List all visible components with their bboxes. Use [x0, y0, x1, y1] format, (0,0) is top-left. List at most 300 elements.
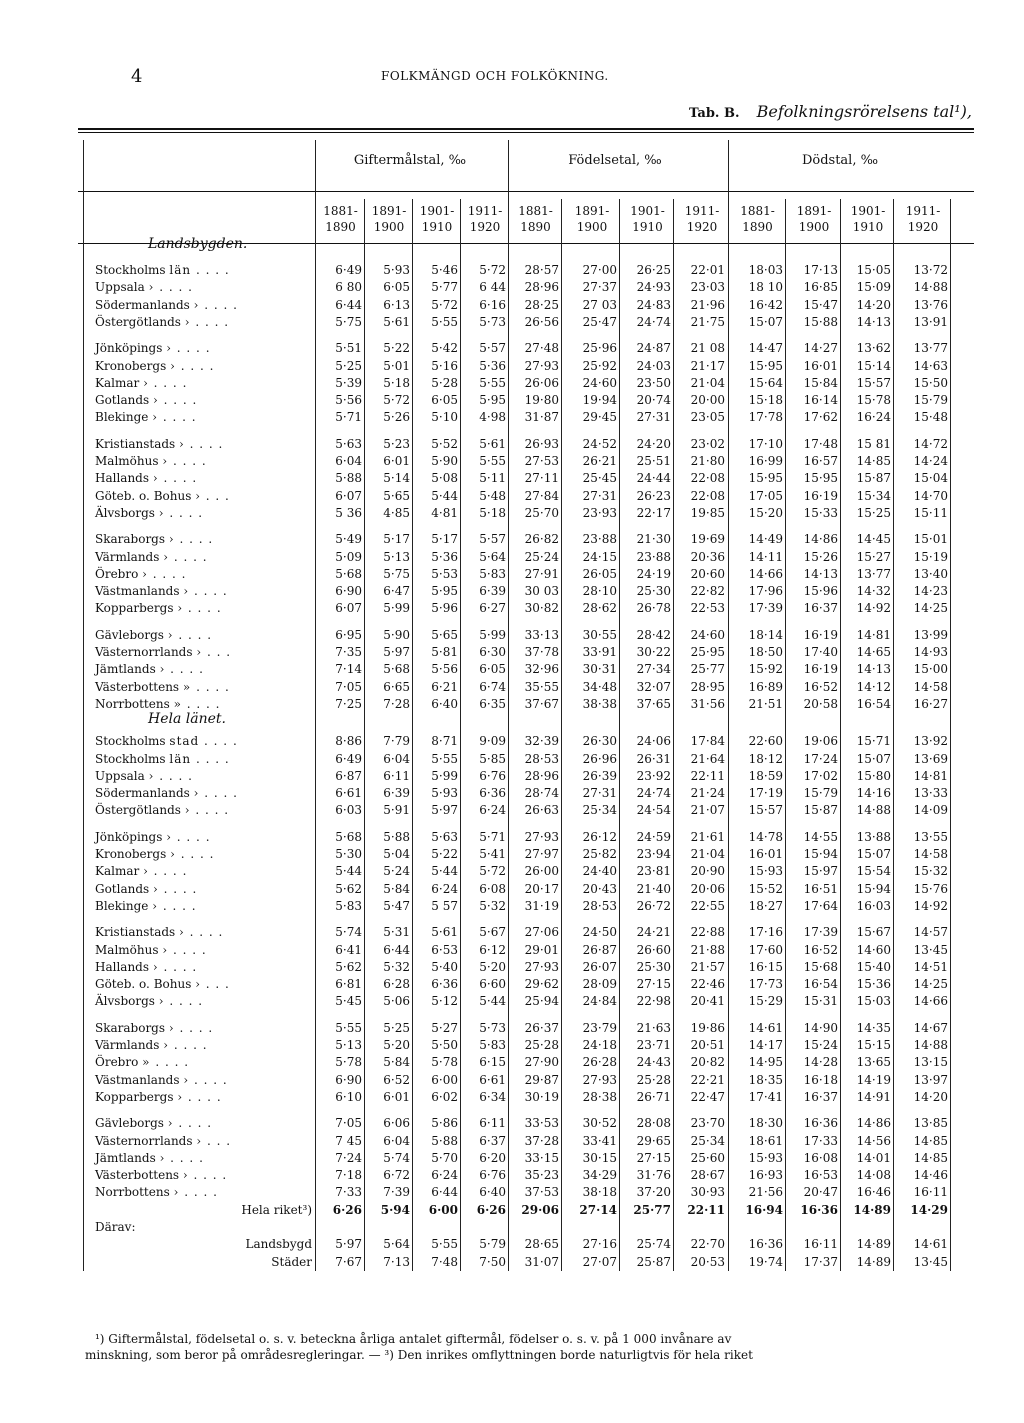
table-cell: 28·38 — [582, 1089, 617, 1104]
table-cell: 22·08 — [690, 488, 725, 503]
table-cell: 5·84 — [383, 881, 410, 896]
table-cell: 24·21 — [636, 925, 671, 940]
row-label-text: Jönköpings — [95, 829, 163, 844]
table-cell: 14·12 — [856, 679, 891, 694]
table-cell: 6·06 — [383, 1116, 410, 1131]
table-cell: 5·17 — [431, 532, 458, 547]
row-label-text: Älvsborgs — [95, 994, 155, 1009]
row-label-ditto: › . . . . — [158, 994, 204, 1009]
table-cell: 23·03 — [690, 280, 725, 295]
row-label — [95, 549, 208, 566]
row-label-ditto: › . . . . — [168, 532, 214, 547]
row-label-ditto: › . . . . — [152, 471, 198, 486]
column-divider — [561, 199, 562, 1271]
table-cell: 14·25 — [913, 601, 948, 616]
table-cell: 28·57 — [524, 263, 559, 277]
table-cell: 5·16 — [431, 358, 458, 373]
row-label — [95, 583, 228, 600]
table-cell: 6·28 — [383, 977, 410, 992]
period-end: 1890 — [520, 220, 551, 234]
table-cell: 5·25 — [335, 358, 362, 373]
table-cell: 15·07 — [856, 751, 891, 766]
table-cell: 27·97 — [524, 847, 559, 861]
row-label — [95, 375, 187, 392]
table-cell: 17·48 — [803, 436, 838, 451]
row-label — [95, 1020, 213, 1037]
table-cell: 15·78 — [856, 393, 891, 408]
table-cell: 5·83 — [479, 566, 506, 581]
table-cell: 15·67 — [856, 925, 891, 940]
row-label — [95, 829, 211, 846]
row-label — [95, 898, 197, 915]
table-cell: 5·79 — [479, 1237, 506, 1252]
period-end: 1900 — [576, 220, 608, 234]
table-cell: 5·42 — [431, 341, 458, 356]
table-cell: 14·60 — [856, 942, 891, 957]
table-cell: 14·61 — [913, 1237, 948, 1252]
table-cell: 14·20 — [856, 297, 891, 312]
table-cell: 15·93 — [748, 1150, 783, 1165]
table-cell: 33·91 — [582, 645, 617, 659]
row-label-ditto: › . . . . — [170, 847, 215, 861]
row-label — [95, 644, 231, 661]
table-cell: 14·72 — [913, 436, 948, 451]
table-cell: 21·07 — [690, 803, 725, 818]
row-label — [95, 863, 187, 880]
table-cell: 20·51 — [690, 1038, 725, 1052]
row-label-ditto: › . . . . — [159, 1150, 204, 1165]
row-label-text: Stockholms — [95, 751, 166, 766]
row-label-ditto: › . . . . — [152, 410, 197, 425]
table-cell: 25·87 — [636, 1254, 671, 1269]
table-cell: 25·95 — [690, 645, 725, 659]
table-cell: 22·21 — [690, 1072, 725, 1087]
row-label-text: Jämtlands — [95, 1150, 156, 1165]
table-row — [0, 600, 1024, 617]
table-cell: 16·19 — [803, 488, 838, 503]
table-cell: 17·16 — [748, 925, 783, 940]
table-cell: 27·91 — [524, 566, 559, 581]
table-cell: 5·27 — [431, 1020, 458, 1035]
row-label — [95, 976, 230, 993]
table-cell: 25·34 — [690, 1133, 725, 1148]
table-cell: 6·39 — [479, 584, 506, 599]
table-cell: 5·56 — [431, 662, 458, 677]
table-cell: 6·90 — [335, 1072, 362, 1087]
table-cell: 13·40 — [913, 566, 948, 581]
row-label — [95, 600, 222, 617]
table-cell: 5·49 — [335, 532, 362, 547]
table-cell: 20·00 — [690, 393, 725, 408]
table-cell: 14·23 — [913, 584, 948, 599]
table-cell: 5·46 — [431, 263, 458, 277]
stub-left-edge — [83, 140, 84, 1271]
table-cell: 5·22 — [383, 341, 410, 356]
table-cell: 14·45 — [856, 532, 891, 547]
table-cell: 5·97 — [335, 1237, 362, 1252]
row-label — [95, 409, 197, 426]
table-cell: 24·50 — [582, 925, 617, 940]
table-cell: 15·88 — [803, 314, 838, 329]
table-cell: 26·82 — [524, 532, 559, 547]
table-cell: 5·44 — [431, 864, 458, 879]
table-cell: 20·17 — [524, 881, 559, 896]
table-cell: 5·95 — [431, 584, 458, 599]
table-cell: 18·12 — [748, 751, 783, 766]
table-cell: 7·33 — [335, 1185, 362, 1200]
row-label-ditto: » . . . . — [142, 1055, 190, 1070]
row-label-text: Hallands — [95, 471, 150, 486]
table-cell: 24·15 — [582, 549, 617, 564]
table-cell: 21·56 — [748, 1185, 783, 1200]
table-row — [0, 1133, 1024, 1150]
table-cell: 25·34 — [582, 803, 617, 818]
table-cell: 26·23 — [636, 488, 671, 503]
table-cell: 16·89 — [748, 679, 783, 694]
table-cell: 5·64 — [383, 1237, 410, 1252]
table-cell: 5·12 — [431, 994, 458, 1009]
row-label-text: Stockholms — [95, 263, 166, 277]
table-cell: 13·45 — [913, 942, 948, 957]
table-cell: 37·53 — [524, 1185, 559, 1200]
table-cell: 26·30 — [582, 734, 617, 749]
table-cell: 15·57 — [856, 375, 891, 390]
table-cell: 7·28 — [383, 696, 410, 711]
table-row — [0, 392, 1024, 409]
table-cell: 30·93 — [690, 1185, 725, 1200]
table-right-edge — [950, 199, 951, 1271]
row-label — [95, 1037, 208, 1054]
section-heading: Landsbygden. — [148, 236, 248, 252]
table-cell: 24·60 — [582, 375, 617, 390]
table-cell: 26·31 — [636, 751, 671, 766]
table-cell: 5·13 — [335, 1038, 362, 1052]
table-cell: 15·95 — [803, 471, 838, 486]
table-cell: 14·88 — [913, 1038, 948, 1052]
table-cell: 20·90 — [690, 864, 725, 879]
table-cell: 14·51 — [913, 959, 948, 974]
row-label-ditto: › . . . . — [184, 314, 230, 329]
period-header — [620, 203, 675, 235]
table-cell: 17·40 — [803, 645, 838, 659]
table-cell: 17·05 — [748, 488, 783, 503]
table-cell: 26·07 — [582, 959, 617, 974]
table-cell: 21·51 — [748, 696, 783, 711]
row-label-ditto: › . . . . — [163, 1038, 208, 1052]
table-cell: 6·53 — [431, 942, 458, 957]
table-cell: 14·55 — [803, 829, 838, 844]
table-cell: 28·74 — [524, 786, 559, 801]
table-cell: 5·44 — [431, 488, 458, 503]
table-cell: 23·02 — [690, 436, 725, 451]
table-row — [0, 1167, 1024, 1184]
table-cell: 26·39 — [582, 768, 617, 783]
table-cell: 6·02 — [431, 1089, 458, 1104]
table-cell: 6·36 — [479, 786, 506, 801]
row-label-ditto: › . . . . — [166, 341, 211, 356]
table-cell: 20·82 — [690, 1055, 725, 1070]
table-cell: 15·84 — [803, 375, 838, 390]
table-cell: 5·55 — [431, 751, 458, 766]
table-cell: 6·04 — [383, 751, 410, 766]
table-cell: 17·10 — [748, 436, 783, 451]
table-cell: 6·04 — [383, 1133, 410, 1148]
table-cell: 7·35 — [335, 645, 362, 659]
table-cell: 14·91 — [856, 1089, 891, 1104]
table-cell: 15·94 — [803, 847, 838, 861]
table-cell: 16·52 — [803, 679, 838, 694]
table-cell: 15·79 — [913, 393, 948, 408]
table-cell: 14·08 — [856, 1168, 891, 1183]
table-cell: 14·20 — [913, 1089, 948, 1104]
table-cell: 15·68 — [803, 959, 838, 974]
table-cell: 27·93 — [524, 959, 559, 974]
table-cell: 5·28 — [431, 375, 458, 390]
table-cell: 5·99 — [431, 768, 458, 783]
table-cell: 24·40 — [582, 864, 617, 879]
table-cell: 26·71 — [636, 1089, 671, 1104]
table-cell: 15·40 — [856, 959, 891, 974]
table-cell: 29·62 — [524, 977, 559, 992]
table-cell: 6·00 — [431, 1072, 458, 1087]
row-label-text: Kronobergs — [95, 847, 167, 861]
table-cell: 17·02 — [803, 768, 838, 783]
row-label-ditto: › . . . . — [148, 280, 193, 295]
table-cell: 23·92 — [636, 768, 671, 783]
table-cell: 25·28 — [636, 1072, 671, 1087]
table-cell: 16·52 — [803, 942, 838, 957]
table-cell: 14·66 — [913, 994, 948, 1009]
table-cell: 7·05 — [335, 1116, 362, 1131]
table-cell: 17·24 — [803, 751, 838, 766]
table-cell: 5·31 — [383, 925, 410, 940]
table-cell: 25·70 — [524, 505, 559, 520]
row-label — [95, 942, 207, 959]
row-label — [95, 661, 204, 678]
table-row — [0, 262, 1024, 279]
table-cell: 33·41 — [582, 1133, 617, 1148]
table-cell: 19·86 — [690, 1020, 725, 1035]
row-label-ditto: » . . . . — [182, 679, 230, 694]
row-label — [95, 802, 229, 819]
table-cell: 5·71 — [479, 829, 506, 844]
table-cell: 6·00 — [428, 1202, 458, 1217]
table-cell: 6·24 — [431, 881, 458, 896]
row-label-ditto: › . . . — [195, 488, 230, 503]
table-cell: 7·25 — [335, 696, 362, 711]
table-row — [0, 644, 1024, 661]
table-row — [0, 358, 1024, 375]
table-cell: 15·25 — [856, 505, 891, 520]
row-label-text: Stockholms — [95, 734, 166, 749]
table-cell: 5·72 — [479, 263, 506, 277]
row-label — [95, 1133, 231, 1150]
table-cell: 6·47 — [383, 584, 410, 599]
period-header — [675, 203, 729, 235]
table-label: Tab. B. — [688, 106, 740, 121]
table-cell: 19·69 — [690, 532, 725, 547]
table-cell: 5·30 — [335, 847, 362, 861]
table-cell: 24·44 — [636, 471, 671, 486]
table-cell: 15·19 — [913, 549, 948, 564]
table-title — [689, 102, 972, 121]
table-cell: 13·33 — [913, 786, 948, 801]
table-cell: 18·50 — [748, 645, 783, 659]
row-label — [95, 1184, 218, 1201]
table-row — [0, 768, 1024, 785]
table-cell: 13·62 — [856, 341, 891, 356]
table-cell: 22·55 — [690, 898, 725, 913]
table-cell: 15·24 — [803, 1038, 838, 1052]
row-label-ditto: › . . . . — [177, 601, 222, 616]
table-cell: 5·44 — [335, 864, 362, 879]
table-cell: 6·26 — [476, 1202, 506, 1217]
row-label-text: Västmanlands — [95, 1072, 180, 1087]
table-cell: 17·41 — [748, 1089, 783, 1104]
table-cell: 5·61 — [479, 436, 506, 451]
table-cell: 21·24 — [690, 786, 725, 801]
table-cell: 14·89 — [856, 1254, 891, 1269]
table-cell: 26·93 — [524, 436, 559, 451]
table-cell: 23·79 — [582, 1020, 617, 1035]
row-label — [95, 881, 197, 898]
row-label — [95, 924, 223, 941]
table-cell: 5·61 — [383, 314, 410, 329]
row-label-text: Älvsborgs — [95, 505, 155, 520]
table-cell: 5·73 — [479, 1020, 506, 1035]
table-cell: 5·84 — [383, 1055, 410, 1070]
table-cell: 13·77 — [913, 341, 948, 356]
table-cell: 21·88 — [690, 942, 725, 957]
row-label-text: Landsbygd — [245, 1237, 312, 1252]
table-cell: 26·78 — [636, 601, 671, 616]
table-cell: 14·58 — [913, 847, 948, 861]
table-cell: 5·18 — [383, 375, 410, 390]
table-cell: 6·05 — [479, 662, 506, 677]
table-cell: 31·07 — [524, 1254, 559, 1269]
table-cell: 16·11 — [803, 1237, 838, 1252]
table-cell: 23·88 — [582, 532, 617, 547]
table-cell: 13·65 — [856, 1055, 891, 1070]
table-row — [0, 1150, 1024, 1167]
table-cell: 19·85 — [690, 505, 725, 520]
table-cell: 23·81 — [636, 864, 671, 879]
table-cell: 27·00 — [582, 263, 617, 277]
table-cell: 27·93 — [524, 358, 559, 373]
row-label-text: Jönköpings — [95, 341, 163, 356]
table-cell: 24·74 — [636, 314, 671, 329]
table-cell: 24·87 — [636, 341, 671, 356]
table-cell: 5·72 — [431, 297, 458, 312]
table-cell: 25·28 — [524, 1038, 559, 1052]
row-label-text: Skaraborgs — [95, 532, 166, 547]
table-cell: 5 57 — [431, 898, 458, 913]
table-cell: 7·05 — [335, 679, 362, 694]
table-cell: 32·96 — [524, 662, 559, 677]
row-label — [95, 392, 197, 409]
row-label-ditto: › . . . . — [153, 393, 198, 408]
table-cell: 28·65 — [524, 1237, 559, 1252]
footnote-1: ¹) Giftermålstal, födelsetal o. s. v. beteckna årliga antalet giftermål, födelser o. s. v. på 1 000 invånare av — [95, 1332, 732, 1346]
period-start: 1911- — [684, 204, 720, 218]
table-cell: 19·94 — [582, 393, 617, 408]
table-row — [0, 531, 1024, 548]
table-cell: 27·11 — [524, 471, 559, 486]
table-cell: 27·16 — [582, 1237, 617, 1252]
table-cell: 14·66 — [748, 566, 783, 581]
table-cell: 23·71 — [636, 1038, 671, 1052]
table-cell: 14·65 — [856, 645, 891, 659]
table-cell: 22·53 — [690, 601, 725, 616]
table-cell: 5·68 — [383, 662, 410, 677]
row-label-text: Kalmar — [95, 375, 140, 390]
table-cell: 15·87 — [803, 803, 838, 818]
table-cell: 5·68 — [335, 829, 362, 844]
table-cell: 23·88 — [636, 549, 671, 564]
table-cell: 15·00 — [913, 662, 948, 677]
table-cell: 6·52 — [383, 1072, 410, 1087]
table-cell: 14·89 — [853, 1202, 891, 1217]
period-start: 1911- — [467, 204, 503, 218]
table-cell: 28·62 — [582, 601, 617, 616]
column-group-3: Dödstal, ‰ — [801, 153, 879, 168]
table-cell: 15·07 — [856, 847, 891, 861]
table-cell: 18·35 — [748, 1072, 783, 1087]
row-label-ditto: › . . . . — [168, 1020, 214, 1035]
table-cell: 27·93 — [582, 1072, 617, 1087]
table-cell: 22·60 — [748, 734, 783, 749]
table-cell: 27 03 — [582, 297, 617, 312]
row-label-ditto: › . . . . — [163, 549, 208, 564]
page-number: 4 — [131, 66, 143, 87]
table-cell: 6·44 — [383, 942, 410, 957]
table-row — [0, 898, 1024, 915]
table-cell: 15·11 — [913, 505, 948, 520]
top-rule — [78, 128, 974, 130]
column-divider — [840, 199, 841, 1271]
table-cell: 25·45 — [582, 471, 617, 486]
table-cell: 26·72 — [636, 898, 671, 913]
row-label-ditto: stad . . . . — [169, 734, 238, 749]
table-cell: 26·60 — [636, 942, 671, 957]
table-cell: 22·17 — [636, 505, 671, 520]
table-cell: 15·33 — [803, 505, 838, 520]
table-cell: 20·53 — [690, 1254, 725, 1269]
table-row — [0, 627, 1024, 644]
table-cell: 5·50 — [431, 1038, 458, 1052]
column-divider — [460, 199, 461, 1271]
table-cell: 21·61 — [690, 829, 725, 844]
table-cell: 21·04 — [690, 375, 725, 390]
table-cell: 14·58 — [913, 679, 948, 694]
table-row — [0, 297, 1024, 314]
period-end: 1910 — [421, 220, 453, 234]
period-end: 1890 — [325, 220, 356, 234]
table-cell: 5·06 — [383, 994, 410, 1009]
row-label — [95, 1089, 222, 1106]
row-label-text: Gävleborgs — [95, 1116, 164, 1131]
table-cell: 18 10 — [748, 280, 783, 295]
table-cell: 25·94 — [524, 994, 559, 1009]
row-label-ditto: › . . . . — [183, 1072, 228, 1087]
table-cell: 17·19 — [748, 786, 783, 801]
period-start: 1901- — [419, 204, 455, 218]
table-cell: 33·15 — [524, 1150, 559, 1165]
table-cell: 24·43 — [636, 1055, 671, 1070]
table-cell: 6·26 — [332, 1202, 362, 1217]
table-cell: 13·99 — [913, 627, 948, 642]
table-cell: 13·92 — [913, 734, 948, 749]
